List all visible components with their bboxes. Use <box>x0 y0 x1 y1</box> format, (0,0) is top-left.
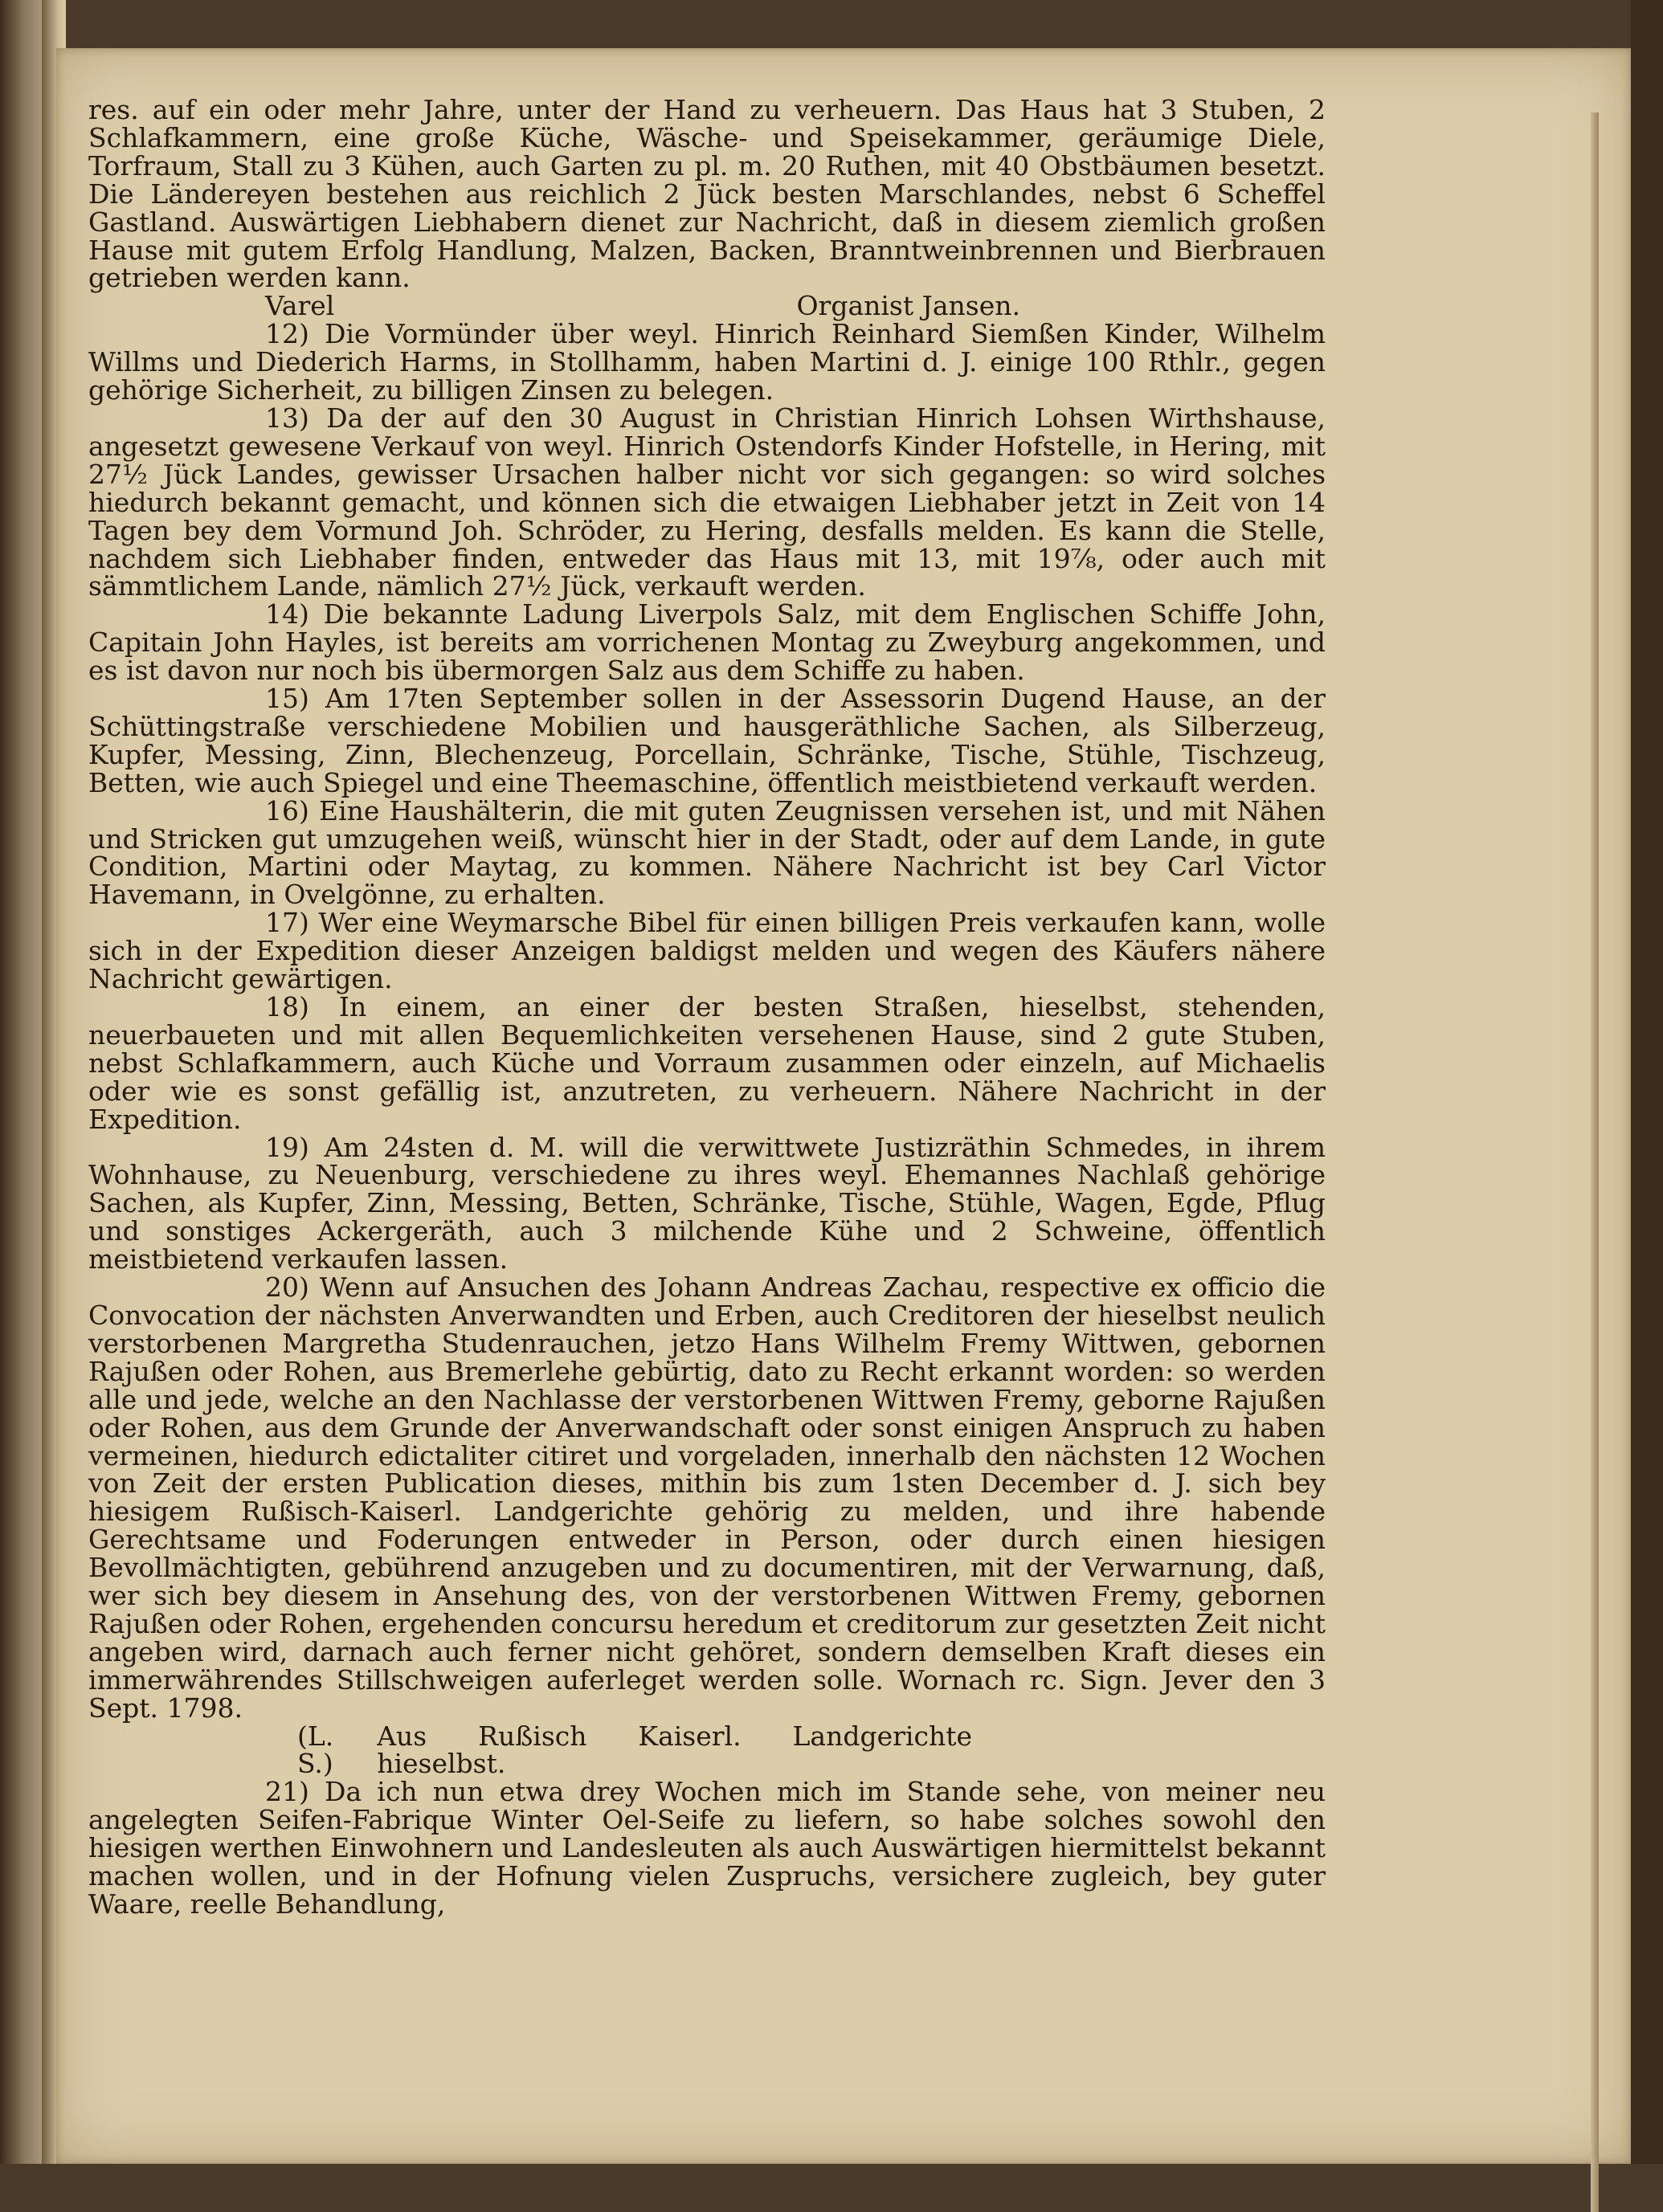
notice-19: 19) Am 24sten d. M. will die verwittwete Justizräthin Schmedes, in ihrem Wohnhause, zu Neuenburg, verschiedene zu ihres weyl. Ehemannes Nachlaß gehörige Sachen, als Kupfer, Zinn, Messing, Betten, Schränke, Tische, Stühle, Wagen, Egde, Pflug und sonstiges Ackergeräth, auch 3 milchende Kühe und 2 Schweine, öffentlich meistbietend verkaufen lassen. <box>88 1131 1326 1275</box>
notice-12: 12) Die Vormünder über weyl. Hinrich Reinhard Siemßen Kinder, Wilhelm Willms und Diederich Harms, in Stollhamm, haben Martini d. J. einige 100 Rthlr., gegen gehörige Sicherheit, zu billigen Zinsen zu belegen. <box>88 318 1326 406</box>
notice-18: 18) In einem, an einer der besten Straßen, hieselbst, stehenden, neuerbaueten und mit allen Bequemlichkeiten versehenen Hause, sind 2 gute Stuben, nebst Schlafkammern, auch Küche und Vorraum zusammen oder einzeln, auf Michaelis oder wie es sonst gefällig ist, anzutreten, zu verheuern. Nähere Nachricht in der Expedition. <box>88 991 1326 1135</box>
notice-15: 15) Am 17ten September sollen in der Assessorin Dugend Hause, an der Schüttingstraße verschiedene Mobilien und hausgeräthliche Sachen, als Silberzeug, Kupfer, Messing, Zinn, Blechenzeug, Porcellain, Schränke, Tische, Stühle, Tischzeug, Betten, wie auch Spiegel und eine Theemaschine, öffentlich meistbietend verkauft werden. <box>88 683 1326 798</box>
signature-line <box>88 292 1326 320</box>
notice-14: 14) Die bekannte Ladung Liverpols Salz, mit dem Englischen Schiffe John, Capitain John Hayles, ist bereits am vorrichenen Montag zu Zweyburg angekommen, und es ist davon nur noch bis übermorgen Salz aus dem Schiffe zu haben. <box>88 598 1326 687</box>
signature-place: Varel <box>265 290 335 322</box>
seal-mark: (L. S.) <box>297 1720 334 1780</box>
notice-17: 17) Wer eine Weymarsche Bibel für einen billigen Preis verkaufen kann, wolle sich in der Expedition dieser Anzeigen baldigst melden und wegen des Käufers nähere Nachricht gewärtigen. <box>88 907 1326 995</box>
background-right <box>1631 0 1663 2164</box>
paragraph-continued: res. auf ein oder mehr Jahre, unter der Hand zu verheuern. Das Haus hat 3 Stuben, 2 Schlafkammern, eine große Küche, Wäsche- und Speisekammer, geräumige Diele, Torfraum, Stall zu 3 Kühen, auch Garten zu pl. m. 20 Ruthen, mit 40 Obstbäumen besetzt. Die Ländereyen bestehen aus reichlich 2 Jück besten Marschlandes, nebst 6 Scheffel Gastland. Auswärtigen Liebhabern dienet zur Nachricht, daß in diesem ziemlich großen Hause mit gutem Erfolg Handlung, Malzen, Backen, Branntweinbrennen und Bierbrauen getrieben werden kann. <box>88 94 1326 294</box>
notice-16: 16) Eine Haushälterin, die mit guten Zeugnissen versehen ist, und mit Nähen und Stricken gut umzugehen weiß, wünscht hier in der Stadt, oder auf dem Lande, in gute Condition, Martini oder Maytag, zu kommen. Nähere Nachricht ist bey Carl Victor Havemann, in Ovelgönne, zu erhalten. <box>88 794 1326 911</box>
page-stack-edge <box>1591 112 1599 2212</box>
court-signature: Aus Rußisch Kaiserl. Landgerichte hieselbst. <box>377 1720 972 1780</box>
signature-name: Organist Jansen. <box>796 290 1020 322</box>
seal-line <box>88 1720 1326 1780</box>
document-text <box>88 96 1326 1919</box>
notice-20: 20) Wenn auf Ansuchen des Johann Andreas Zachau, respective ex officio die Convocation der nächsten Anverwandten und Erben, auch Creditoren der hieselbst neulich verstorbenen Margretha Studenrauchen, jetzo Hans Wilhelm Fremy Wittwen, gebornen Rajußen oder Rohen, aus Bremerlehe gebürtig, dato zu Recht erkannt worden: so werden alle und jede, welche an den Nachlasse der verstorbenen Wittwen Fremy, geborne Rajußen oder Rohen, aus dem Grunde der Anverwandschaft oder sonst einigen Anspruch zu haben vermeinen, hiedurch edictaliter citiret und vorgeladen, innerhalb den nächsten 12 Wochen von Zeit der ersten Publication dieses, mithin bis zum 1sten December d. J. sich bey hiesigem Rußisch-Kaiserl. Landgerichte gehörig zu melden, und ihre habende Gerechtsame und Foderungen entweder in Person, oder durch einen hiesigen Bevollmächtigten, gebührend anzugeben und zu documentiren, mit der Verwarnung, daß, wer sich bey diesem in Ansehung des, von der verstorbenen Wittwen Fremy, gebornen Rajußen oder Rohen, ergehenden concursu heredum et creditorum zur gesetzten Zeit nicht angeben wird, darnach auch ferner nicht gehöret, sondern demselben Kraft dieses ein immerwährendes Stillschweigen auferleget werden solle. Wornach rc. Sign. Jever den 3 Sept. 1798. <box>88 1271 1326 1724</box>
notice-21: 21) Da ich nun etwa drey Wochen mich im Stande sehe, von meiner neu angelegten Seifen-Fabrique Winter Oel-Seife zu liefern, so habe solches sowohl den hiesigen werthen Einwohnern und Landesleuten als auch Auswärtigen hiermittelst bekannt machen wollen, und in der Hofnung vielen Zuspruchs, versichere zugleich, bey guter Waare, reelle Behandlung, <box>88 1776 1326 1920</box>
notice-13: 13) Da der auf den 30 August in Christian Hinrich Lohsen Wirthshause, angesetzt gewesene Verkauf von weyl. Hinrich Ostendorfs Kinder Hofstelle, in Hering, mit 27½ Jück Landes, gewisser Ursachen halber nicht vor sich gegangen: so wird solches hiedurch bekannt gemacht, und können sich die etwaigen Liebhaber jetzt in Zeit von 14 Tagen bey dem Vormund Joh. Schröder, zu Hering, desfalls melden. Es kann die Stelle, nachdem sich Liebhaber finden, entweder das Haus mit 13, mit 19⅞, oder auch mit sämmtlichem Lande, nämlich 27½ Jück, verkauft werden. <box>88 402 1326 602</box>
